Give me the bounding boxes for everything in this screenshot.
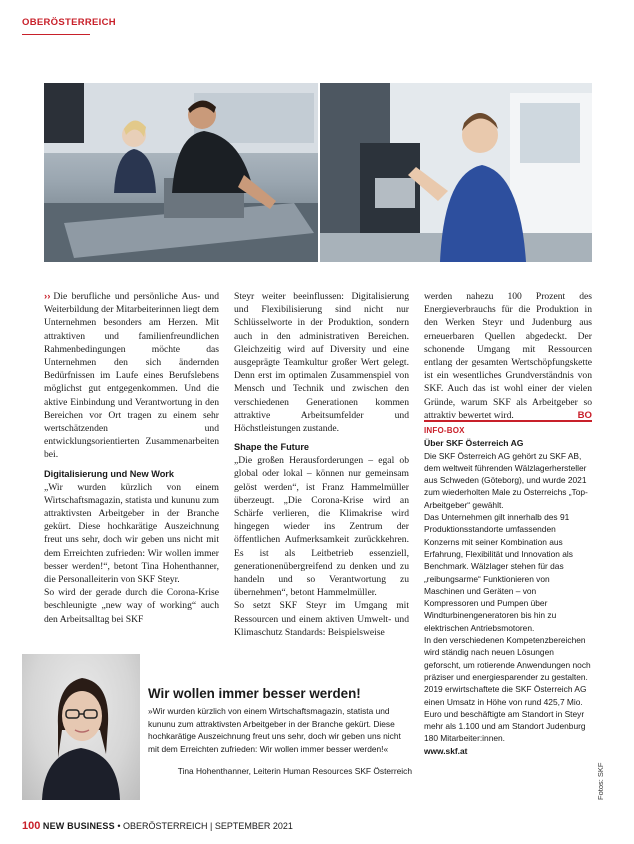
footer-issue: SEPTEMBER 2021 [214, 821, 293, 831]
footer-divider: | [210, 821, 213, 831]
quote-box [148, 686, 412, 778]
info-box-paragraph: Das Unternehmen gilt innerhalb des 91 Produktionsstandorte umfassenden Konzerns mit seiner Kombination aus Erfahrung, Flexibilität und Innovation als Benchmark. Wälzlager stehen für das „reibungsarme“ Funktionieren von Maschinen und Geräten – von Kompressoren und Pumpen über Windturbinengeneratoren bis hin zu elektrischen Antriebsmotoren. [424, 512, 573, 633]
workshop-illustration-right [320, 83, 592, 262]
info-box-label: INFO-BOX [424, 426, 465, 435]
portrait-photo [22, 654, 140, 800]
lead-text: Die berufliche und persönliche Aus- und Weiterbildung der Mitarbeiterinnen liegt dem Unternehmen besonders am Herzen. Mit attraktiven und familienfreundlichen Rahmenbedingungen möchte das Unternehmen den sich ändernden Bedürfnissen im Laufe eines Berufslebens möglichst gut entgegenkommen. Und die aktive Einbindung und Verantwortung in den Bereichen vor Ort tragen zu einem sehr wertschätzenden und entwicklungsorientierten Zusammenarbeiten bei. [44, 291, 219, 461]
magazine-name: NEW BUSINESS [42, 821, 115, 831]
footer-section: OBERÖSTERREICH [122, 821, 208, 831]
author-sign: BO [577, 409, 592, 421]
section-underline [22, 34, 90, 35]
article-paragraph: Steyr weiter beeinflussen: Digitalisierung und Flexibilisierung sind nicht nur Schlüsselworte in der Produktion, sondern auch in den administrativen Bereichen. Gleichzeitig wird auf Diversity und eine ausgeprägte Teamkultur großer Wert gelegt. Denn erst im optimalen Zusammenspiel von Mensch und Technik und zwischen den verschiedenen Generationen kommen attraktive Arbeitsumfelder und Höchstleistungen zustande. [234, 291, 409, 435]
article-column-3 [424, 290, 592, 422]
info-box-url[interactable]: www.skf.at [424, 745, 468, 756]
section-label: OBERÖSTERREICH [22, 17, 116, 28]
workshop-photo-right [320, 83, 592, 262]
info-box-paragraph: 2019 erwirtschaftete die SKF Österreich AG einen Umsatz in Höhe von rund 425,7 Mio. Euro und beschäftigte am Standort in Steyr mehr als 1.100 und am Standort Judenburg 180 Mitarbeiter:innen. [424, 684, 587, 744]
article-paragraph: „Die großen Herausforderungen – egal ob global oder lokal – können nur gemeinsam gelöst werden“, ist Franz Hammelmüller überzeugt. „Die Corona-Krise wird an Schärfe verlieren, die Klimakrise wird hingegen wieder ins Zentrum der öffentlichen Aufmerksamkeit zurückkehren. Es ist als Leitbetrieb essenziell, generationenübergreifend zu denken und zu handeln und so Verantwortung zu übernehmen“, betont Hammelmüller. [234, 455, 409, 599]
article-paragraph: So wird der gerade durch die Corona-Krise beschleunigte „new way of working“ auch den Arbeitsalltag bei SKF [44, 587, 219, 625]
article-paragraph: werden nahezu 100 Prozent des Energieverbrauchs für die Produktion in den Werken Steyr und Judenburg aus erneuerbaren Quellen abgedeckt. Der schonende Umgang mit Ressourcen entlang der gesamten Wertschöpfungskette ist ein wesentliches Grundverständnis von SKF. Auch das ist wohl einer der vielen Gründe, warum SKF als Arbeitgeber so attraktiv bewertet wird. BO [424, 291, 592, 421]
article-paragraph: So setzt SKF Steyr im Umgang mit Ressourcen und einem aktiven Umwelt- und Klimaschutz Standards: Beispielsweise [234, 600, 409, 638]
quote-text: »Wir wurden kürzlich von einem Wirtschaftsmagazin, statista und kununu zum attraktivsten Arbeitgeber in der Branche gekürt. Diese hochkarätige Auszeichnung freut uns sehr, doch wir geben uns nicht mit dem Erreichten zufrieden: Wir wollen immer besser werden!« [148, 706, 401, 754]
article-column-1 [44, 290, 219, 626]
portrait-illustration [22, 654, 140, 800]
footer-separator: • [117, 821, 121, 831]
info-box-title: Über SKF Österreich AG [424, 438, 524, 449]
photo-credit: Fotos: SKF [596, 762, 605, 800]
lead-marker: ›› [44, 291, 51, 302]
info-box-paragraph: Die SKF Österreich AG gehört zu SKF AB, dem weltweit führenden Wälzlagerhersteller aus Schweden (Göteborg), und wurde 2021 zum wiederholten Male zu Österreichs „Top-Arbeitgeber“ gewählt. [424, 450, 588, 510]
info-box [424, 420, 592, 757]
subheading-shape-the-future: Shape the Future [234, 442, 310, 453]
page-footer [22, 820, 293, 832]
subheading-digitalisierung: Digitalisierung und New Work [44, 468, 174, 479]
article-column-2 [234, 290, 409, 639]
quote-author: Tina Hohenthanner, Leiterin Human Resources SKF Österreich [177, 766, 412, 776]
workshop-photo-left [44, 83, 318, 262]
workshop-illustration-left [44, 83, 318, 262]
info-box-paragraph: In den verschiedenen Kompetenzbereichen wird ständig nach neuen Lösungen geforscht, um rotierende Anwendungen noch präziser und energiesparender zu gestalten. [424, 635, 591, 682]
quote-title: Wir wollen immer besser werden! [148, 686, 361, 701]
article-lead-paragraph [44, 290, 219, 462]
article-paragraph: „Wir wurden kürzlich von einem Wirtschaftsmagazin, statista und kununu zum attraktivsten Arbeitgeber in der Branche gekürt. Diese hochkarätige Auszeichnung freut uns sehr, doch wir geben uns nicht mit dem Erreichten zufrieden: Wir wollen immer besser werden!“, betont Tina Hohenthanner, die Personalleiterin von SKF Steyr. [44, 481, 219, 586]
page-number: 100 [22, 820, 41, 832]
